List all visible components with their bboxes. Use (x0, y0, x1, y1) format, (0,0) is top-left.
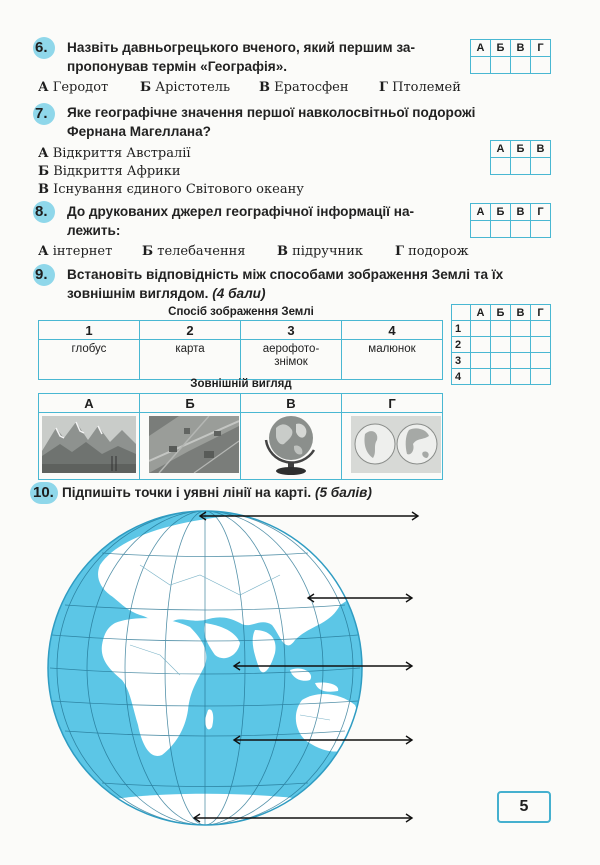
q8-option-v[interactable] (277, 244, 363, 259)
answer-cell[interactable] (491, 321, 511, 337)
answer-cell[interactable] (511, 321, 531, 337)
answer-cell[interactable] (531, 337, 551, 353)
table1-num-2: 2 (140, 321, 241, 340)
mountain-drawing-image (42, 416, 136, 473)
answer-cell[interactable] (511, 337, 531, 353)
grid-row-4: 4 (452, 369, 471, 385)
option-letter: Г (379, 80, 388, 95)
option-letter: Б (38, 164, 50, 179)
question-9-line-2-main: зовнішнім виглядом. (67, 286, 209, 301)
grid-col-g: Г (531, 305, 551, 321)
option-letter: В (277, 244, 288, 259)
question-6-line-2: пропонував термін «Географія». (67, 59, 288, 74)
option-letter: А (38, 146, 49, 161)
question-6-number: 6. (33, 37, 55, 59)
grid-header-v: В (511, 40, 531, 57)
option-text: Геродот (52, 80, 109, 95)
option-text: Ератосфен (274, 80, 349, 95)
q8-option-a[interactable] (38, 244, 112, 259)
option-text: подорож (408, 244, 469, 259)
question-8-line-1: До друкованих джерел географічної інформації на- (67, 204, 415, 219)
option-letter: Б (142, 244, 154, 259)
q6-option-a[interactable] (38, 80, 108, 95)
option-text: підручник (292, 244, 363, 259)
label-arrow (304, 592, 416, 604)
answer-cell[interactable] (511, 221, 531, 238)
grid-header-b: Б (511, 141, 531, 158)
option-text: Існування єдиного Світового океану (53, 182, 304, 197)
option-letter: В (259, 80, 270, 95)
question-8-line-2: лежить: (67, 223, 121, 238)
question-10-points: (5 балів) (314, 485, 372, 500)
question-9-line-1: Встановіть відповідність між способами зображення Землі та їх (67, 267, 504, 282)
question-6-line-1: Назвіть давньогрецького вченого, який першим за- (67, 40, 416, 55)
grid-header-v: В (511, 204, 531, 221)
table1-item-globe: глобус (39, 340, 140, 380)
answer-cell[interactable] (491, 158, 511, 175)
question-9-number: 9. (33, 264, 55, 286)
page-number: 5 (497, 791, 551, 823)
q8-option-g[interactable] (395, 244, 469, 259)
q6-option-g[interactable] (379, 80, 461, 95)
table1-caption: Спосіб зображення Землі (168, 306, 314, 318)
answer-cell[interactable] (531, 57, 551, 74)
answer-cell[interactable] (531, 369, 551, 385)
globe-image (258, 410, 328, 476)
question-8-text (67, 202, 462, 240)
q6-option-b[interactable] (140, 80, 230, 95)
answer-grid-q8[interactable] (470, 203, 551, 238)
label-arrow (196, 510, 422, 522)
answer-cell[interactable] (491, 369, 511, 385)
question-10-number: 10. (30, 482, 58, 504)
answer-cell[interactable] (471, 369, 491, 385)
answer-grid-q9[interactable] (451, 304, 551, 385)
question-9-line-2 (67, 284, 567, 303)
table1-num-3: 3 (241, 321, 342, 340)
answer-cell[interactable] (531, 353, 551, 369)
option-letter: В (38, 182, 49, 197)
table1-num-1: 1 (39, 321, 140, 340)
option-text: Відкриття Африки (53, 164, 181, 179)
table1-item-drawing: малюнок (342, 340, 443, 380)
answer-cell[interactable] (531, 158, 551, 175)
option-text: Відкриття Австралії (52, 146, 191, 161)
grid-col-a: А (471, 305, 491, 321)
table2-letter-v: В (241, 394, 342, 413)
option-letter: А (38, 244, 49, 259)
table2-letter-g: Г (342, 394, 443, 413)
world-map-image (351, 416, 441, 473)
answer-cell[interactable] (491, 57, 511, 74)
representation-table (38, 320, 443, 380)
grid-corner (452, 305, 471, 321)
question-6-text (67, 38, 462, 76)
answer-cell[interactable] (511, 369, 531, 385)
option-letter: Г (395, 244, 404, 259)
answer-cell[interactable] (471, 321, 491, 337)
grid-header-g: Г (531, 204, 551, 221)
aerophoto-label: аерофото-знімок (262, 343, 320, 368)
option-text: Птолемей (392, 80, 461, 95)
question-9-points: (4 бали) (212, 286, 266, 301)
answer-cell[interactable] (491, 353, 511, 369)
answer-cell[interactable] (491, 221, 511, 238)
option-letter: А (38, 80, 49, 95)
grid-header-v: В (531, 141, 551, 158)
table1-item-aerophoto (241, 340, 342, 380)
question-10-main: Підпишіть точки і уявні лінії на карті. (62, 485, 312, 500)
grid-header-a: А (471, 204, 491, 221)
answer-cell[interactable] (511, 158, 531, 175)
answer-cell[interactable] (531, 221, 551, 238)
grid-header-a: А (471, 40, 491, 57)
q7-option-a[interactable] (38, 146, 191, 161)
question-10-text (62, 483, 482, 502)
question-7-number: 7. (33, 103, 55, 125)
answer-cell[interactable] (511, 353, 531, 369)
q6-option-v[interactable] (259, 80, 349, 95)
grid-row-1: 1 (452, 321, 471, 337)
grid-row-3: 3 (452, 353, 471, 369)
grid-header-b: Б (491, 204, 511, 221)
answer-cell[interactable] (471, 353, 491, 369)
grid-row-2: 2 (452, 337, 471, 353)
question-9-text (67, 265, 567, 303)
answer-cell[interactable] (471, 337, 491, 353)
label-arrow (230, 660, 416, 672)
question-7-text (67, 103, 567, 141)
answer-cell[interactable] (491, 337, 511, 353)
table2-letter-b: Б (140, 394, 241, 413)
answer-cell[interactable] (531, 321, 551, 337)
aerial-photo-image (149, 416, 239, 473)
question-8-number: 8. (33, 201, 55, 223)
grid-col-v: В (511, 305, 531, 321)
question-7-line-1: Яке географічне значення першої навколосвітньої подорожі (67, 105, 476, 120)
grid-header-a: А (491, 141, 511, 158)
grid-col-b: Б (491, 305, 511, 321)
grid-header-b: Б (491, 40, 511, 57)
table1-num-4: 4 (342, 321, 443, 340)
option-letter: Б (140, 80, 152, 95)
q8-option-b[interactable] (142, 244, 245, 259)
label-arrow (230, 734, 416, 746)
answer-cell[interactable] (511, 57, 531, 74)
table1-item-map: карта (140, 340, 241, 380)
option-text: телебачення (157, 244, 246, 259)
answer-cell[interactable] (471, 57, 491, 74)
grid-header-g: Г (531, 40, 551, 57)
option-text: інтернет (52, 244, 113, 259)
q7-option-b[interactable] (38, 164, 181, 179)
label-arrow (190, 812, 416, 824)
answer-grid-q7[interactable] (490, 140, 551, 175)
question-7-line-2: Фернана Магеллана? (67, 124, 211, 139)
table2-caption: Зовнішній вигляд (190, 378, 292, 390)
q7-option-v[interactable] (38, 182, 304, 197)
option-text: Арістотель (155, 80, 231, 95)
table2-letter-a: А (39, 394, 140, 413)
answer-cell[interactable] (471, 221, 491, 238)
answer-grid-q6[interactable] (470, 39, 551, 74)
